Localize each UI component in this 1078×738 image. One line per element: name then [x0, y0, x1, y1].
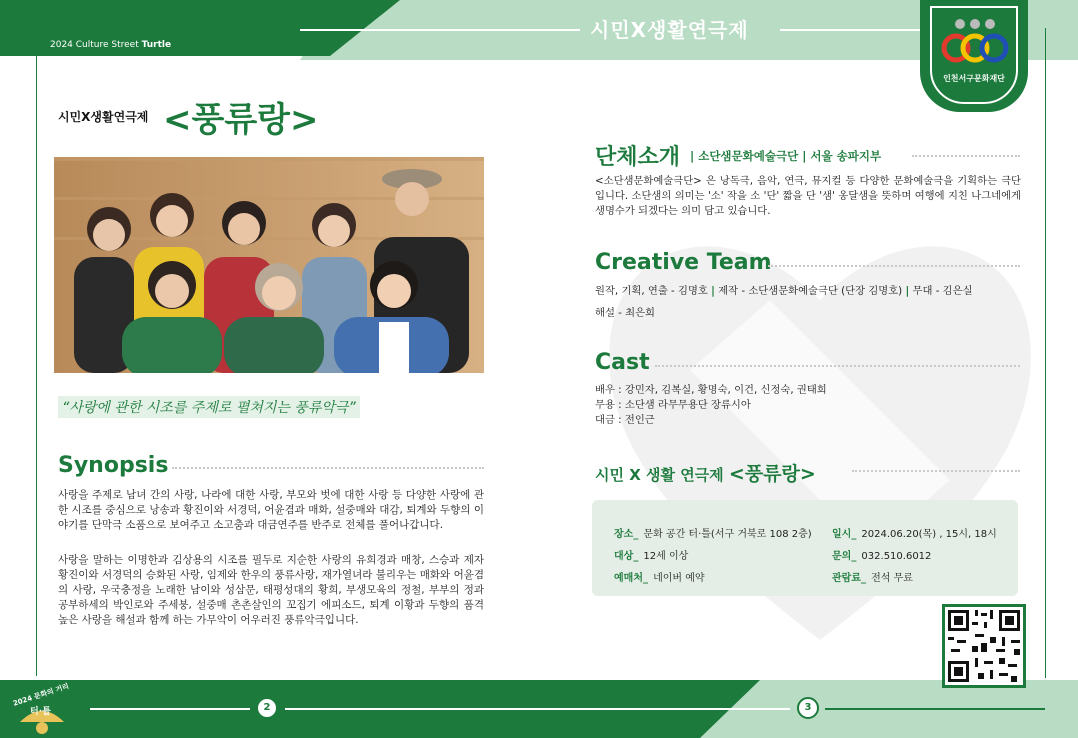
- header-rule-left: [300, 29, 580, 31]
- info-fee: 관람료_ 전석 무료: [832, 573, 913, 584]
- qr-code[interactable]: [942, 604, 1026, 688]
- qr-code-icon: [945, 607, 1023, 685]
- synopsis-paragraph-1: 사랑을 주제로 남녀 간의 사랑, 나라에 대한 사랑, 부모와 벗에 대한 사랑 등 다양한 사랑에 관한 시조를 중심으로 낭송과 황진이와 서경덕, 어윤겸과 매화, 설중매와 대감, 퇴계와 두향의 이야기를 단막극 소품으로 보여주고 소고춤과 대금연주를 반주로 전체를 풀어나갑니다.: [58, 489, 484, 531]
- main-title: <풍류랑>: [163, 100, 319, 140]
- turtle-badge-text: 2024 문화의 거리: [12, 682, 70, 708]
- group-description: <소단샘문화예술극단> 은 낭독극, 음악, 연극, 뮤지컬 등 다양한 문화예술극을 기획하는 극단입니다. 소단샘의 의미는 '소' 작을 소 '단' 짧을 단 '샘' 옹달샘을 뜻하며 여행에 지친 나그네에게 생명수가 되겠다는 의미 담고 있습니다.: [595, 175, 1021, 217]
- frame-line-right: [1045, 28, 1046, 678]
- header-subtitle: 2024 Culture Street Turtle: [50, 40, 172, 50]
- header-rule-right: [780, 29, 920, 31]
- footer-rule-right: [825, 708, 1045, 710]
- cast-heading: Cast: [595, 350, 650, 375]
- foundation-logo-icon: [940, 16, 1010, 68]
- footer-rule-left-2: [285, 708, 790, 710]
- page-number-left: 2: [256, 697, 278, 719]
- group-intro-heading: 단체소개: [595, 145, 681, 170]
- page-number-right: 3: [797, 697, 819, 719]
- creative-team-rule: [768, 265, 1020, 267]
- footer-rule-left-1: [90, 708, 250, 710]
- turtle-badge-brand: 터·틀: [30, 707, 51, 717]
- creative-team-heading: Creative Team: [595, 250, 772, 275]
- info-booking: 예매처_ 네이버 예약: [614, 573, 705, 584]
- frame-line-left: [36, 56, 37, 676]
- info-contact: 문의_ 032.510.6012: [832, 551, 932, 562]
- cast-line-2: 무용 : 소단샘 라무무용단 장류시아: [595, 399, 751, 411]
- event-title: 시민 X 생활 연극제 <풍류랑>: [595, 463, 816, 485]
- header-title: 시민X생활연극제: [590, 18, 749, 42]
- tagline-quote: “사랑에 관한 시조를 주제로 펼쳐지는 풍류악극”: [58, 396, 360, 418]
- group-intro-meta: | 소단샘문화예술극단 | 서울 송파지부: [690, 149, 882, 163]
- cast-line-1: 배우 : 강민자, 김복실, 황명숙, 이건, 신정숙, 권태희: [595, 384, 827, 396]
- info-venue: 장소_ 문화 공간 터·틀(서구 거북로 108 2층): [614, 529, 812, 540]
- group-photo-illustration: [54, 157, 484, 373]
- info-date: 일시_ 2024.06.20(목) , 15시, 18시: [832, 529, 997, 540]
- group-photo: [54, 157, 484, 373]
- creative-team-line-1: 원작, 기획, 연출 - 김명호 | 제작 - 소단샘문화예술극단 (단장 김명호) | 무대 - 김은실: [595, 285, 973, 297]
- info-age: 대상_ 12세 이상: [614, 551, 689, 562]
- cast-line-3: 대금 : 전인근: [595, 414, 655, 426]
- logo-text: 인천서구문화재단: [943, 74, 1005, 83]
- synopsis-heading-rule: [172, 467, 484, 469]
- cast-rule: [655, 365, 1020, 367]
- creative-team-line-2: 해설 - 최은희: [595, 307, 655, 319]
- event-title-rule: [852, 470, 1020, 472]
- group-intro-rule: [912, 155, 1020, 157]
- synopsis-heading: Synopsis: [58, 453, 169, 478]
- pre-title: 시민X생활연극제: [58, 110, 149, 124]
- synopsis-paragraph-2: 사랑을 말하는 이명한과 김상용의 시조를 필두로 지순한 사랑의 유희경과 매창, 스승과 제자 황진이와 서경덕의 승화된 사랑, 임제와 한우의 풍류사랑, 재가열녀라 불리우는 매화와 어윤겸의 사랑, 우국충정을 노래한 남이와 성삼문, 태평성대의 황희, 부생모육의 정철, 부부의 정과 공부하세의 박인로와 주세붕, 설중매 촌촌살인의 꼬집기 에피소드, 퇴계 이황과 두향의 품격 높은 사랑을 해설과 함께 하는 가무악이 어우러진 풍류악극입니다.: [58, 554, 484, 626]
